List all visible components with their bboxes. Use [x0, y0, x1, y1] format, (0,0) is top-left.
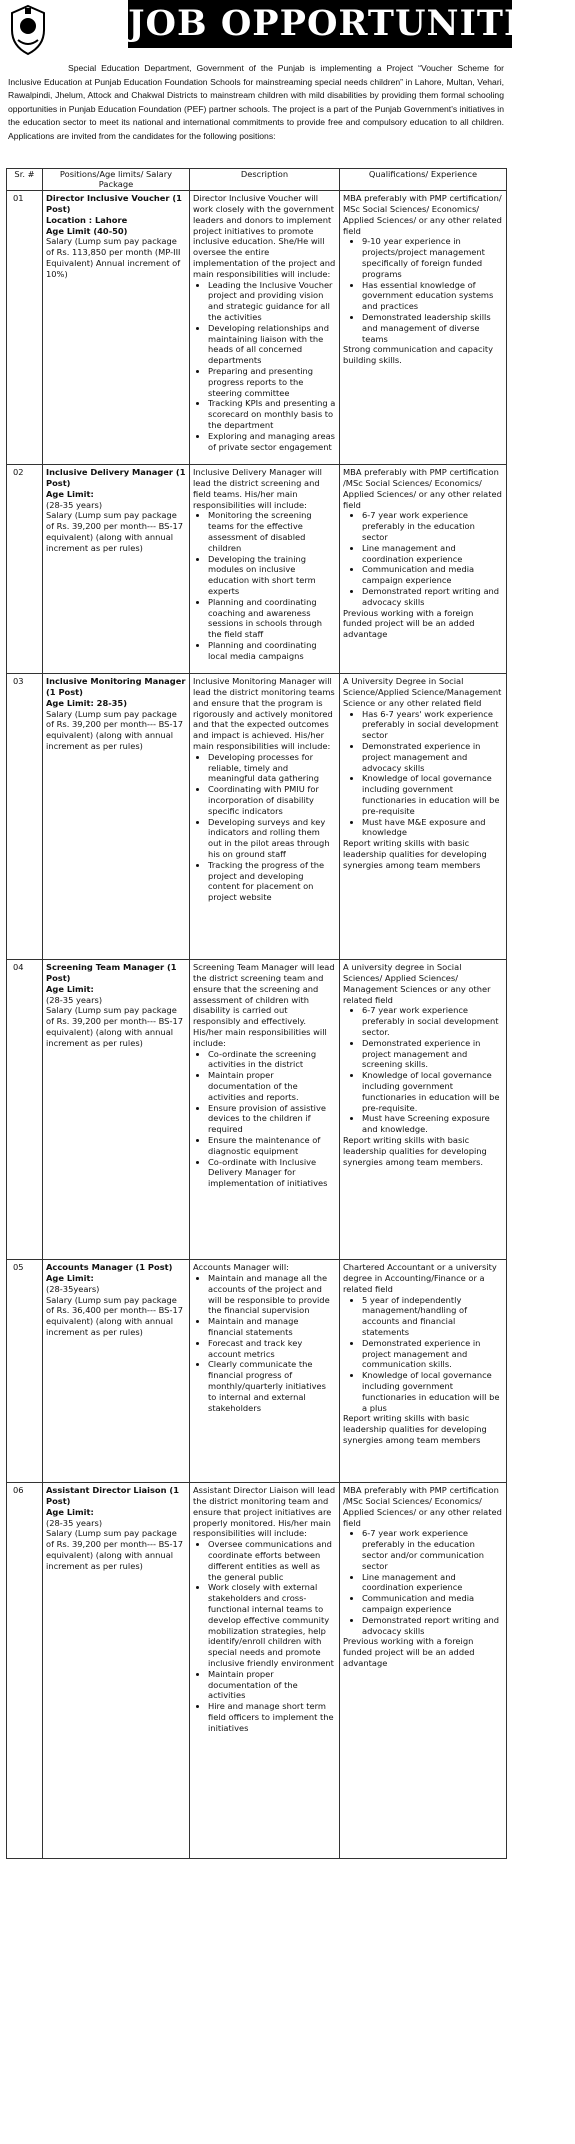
list-item: • Must have Screening exposure and knowledge. [362, 1113, 503, 1135]
experience-list [343, 709, 503, 839]
experience-list [343, 1295, 503, 1414]
position-title-line: Screening Team Manager (1 Post) [46, 962, 177, 983]
list-item: • Exploring and managing areas of private sector engagement [208, 431, 336, 453]
qualification-intro: Chartered Accountant or a university degree in Accounting/Finance or a related field [343, 1262, 497, 1294]
position-detail-line: Salary (Lump sum pay package of Rs. 113,850 per month (MP-III Equivalent) Annual increment of 10%) [46, 236, 181, 279]
table-row [7, 191, 507, 465]
description-cell [190, 1260, 340, 1483]
qualifications-cell [340, 465, 507, 674]
list-item: • Has essential knowledge of government education systems and practices [362, 280, 503, 312]
qualification-note: Report writing skills with basic leadership qualities for developing synergies among team members. [343, 1134, 487, 1167]
position-title-line: Inclusive Delivery Manager (1 Post) [46, 467, 186, 488]
description-intro: Assistant Director Liaison will lead the district monitoring team and ensure that project initiatives are properly monitored. His/her main responsibilities will include: [193, 1485, 336, 1539]
experience-list [343, 510, 503, 607]
table-row [7, 1260, 507, 1483]
qualification-intro: A University Degree in Social Science/Applied Science/Management Science or any other related field [343, 676, 502, 708]
serial-number: 04 [7, 960, 43, 1260]
position-cell [43, 191, 190, 465]
government-emblem-icon [8, 4, 48, 56]
list-item: • Line management and coordination experience [362, 1572, 503, 1594]
list-item: • Knowledge of local governance including government functionaries in education will be a plus [362, 1370, 503, 1413]
position-title-line: Age Limit: 28-35) [46, 697, 127, 708]
serial-number: 02 [7, 465, 43, 674]
responsibility-list [193, 510, 336, 661]
list-item: • 6-7 year work experience preferably in social development sector. [362, 1005, 503, 1037]
position-cell [43, 960, 190, 1260]
serial-number: 01 [7, 191, 43, 465]
qualification-note: Report writing skills with basic leadership qualities for developing synergies among team members [343, 838, 487, 870]
qualification-note: Previous working with a foreign funded project will be an added advantage [343, 607, 475, 640]
positions-table [6, 168, 507, 1859]
description-cell [190, 191, 340, 465]
qualifications-cell [340, 1483, 507, 1859]
list-item: • Hire and manage short term field officers to implement the initiatives [208, 1701, 336, 1733]
qualification-intro: MBA preferably with PMP certification /MSc Social Sciences/ Economics/ Applied Sciences/ or any other related field [343, 467, 502, 510]
position-cell [43, 674, 190, 960]
qualifications-cell [340, 191, 507, 465]
qualification-intro: A university degree in Social Sciences/ Applied Sciences/ Management Sciences or any other related field [343, 962, 491, 1005]
description-intro: Director Inclusive Voucher will work closely with the government leaders and donors to implement project initiatives to promote inclusive education. She/He will oversee the entire implementation of the project and main responsibilities will include: [193, 193, 336, 279]
qualification-note: Report writing skills with basic leadership qualities for developing synergies among team members [343, 1413, 487, 1445]
header-sr: Sr. # [7, 169, 43, 191]
position-detail-line: (28-35 years) [46, 1517, 103, 1528]
responsibility-list [193, 280, 336, 453]
list-item: • Leading the Inclusive Voucher project and providing vision and strategic guidance for all the activities [208, 280, 336, 323]
position-title-line: Age Limit: [46, 1506, 94, 1517]
list-item: • 6-7 year work experience preferably in the education sector and/or communication sector [362, 1528, 503, 1571]
list-item: • Ensure the maintenance of diagnostic equipment [208, 1135, 336, 1157]
description-cell [190, 1483, 340, 1859]
list-item: • Preparing and presenting progress reports to the steering committee [208, 366, 336, 398]
list-item: • Work closely with external stakeholders and cross-functional internal teams to develop effective community mobilization strategies, help identify/enroll children with special needs and promote inclusive friendly environment [208, 1582, 336, 1668]
list-item: • Demonstrated experience in project management and communication skills. [362, 1338, 503, 1370]
qualification-note: Strong communication and capacity building skills. [343, 344, 494, 366]
list-item: • 6-7 year work experience preferably in the education sector [362, 510, 503, 542]
qualification-note: Previous working with a foreign funded project will be an added advantage [343, 1636, 475, 1668]
list-item: • Ensure provision of assistive devices to the children if required [208, 1103, 336, 1135]
list-item: • Maintain and manage all the accounts of the project and will be responsible to provide the financial supervision [208, 1273, 336, 1316]
description-cell [190, 674, 340, 960]
list-item: • Demonstrated leadership skills and management of diverse teams [362, 312, 503, 344]
qualifications-cell [340, 960, 507, 1260]
list-item: • Must have M&E exposure and knowledge [362, 817, 503, 839]
list-item: • Knowledge of local governance including government functionaries in education will be pre-requisite. [362, 1070, 503, 1113]
table-header-row [7, 169, 507, 191]
list-item: • Oversee communications and coordinate efforts between different entities as well as the general public [208, 1539, 336, 1582]
description-cell [190, 960, 340, 1260]
position-title-line: Director Inclusive Voucher (1 Post) [46, 193, 182, 214]
position-title-line: Age Limit: [46, 1272, 94, 1283]
header-qualifications: Qualifications/ Experience [340, 169, 507, 191]
position-detail-line: (28-35 years) [46, 499, 103, 510]
list-item: • Monitoring the screening teams for the effective assessment of disabled children [208, 510, 336, 553]
position-cell [43, 465, 190, 674]
list-item: • Developing relationships and maintaining liaison with the heads of all concerned departments [208, 323, 336, 366]
position-title-line: Assistant Director Liaison (1 Post) [46, 1485, 179, 1506]
list-item: • Line management and coordination experience [362, 543, 503, 565]
table-row [7, 465, 507, 674]
list-item: • Planning and coordinating coaching and awareness sessions in schools through the field staff [208, 597, 336, 640]
list-item: • Demonstrated report writing and advocacy skills [362, 1615, 503, 1637]
position-detail-line: (28-35years) [46, 1283, 100, 1294]
list-item: • Developing the training modules on inclusive education with short term experts [208, 554, 336, 597]
list-item: • Tracking KPIs and presenting a scorecard on monthly basis to the department [208, 398, 336, 430]
description-intro: Screening Team Manager will lead the district screening team and ensure that the screening and assessment of children with disability is carried out responsibly and effectively. His/her main responsibilities will include: [193, 962, 335, 1048]
serial-number: 03 [7, 674, 43, 960]
list-item: • Communication and media campaign experience [362, 1593, 503, 1615]
position-cell [43, 1483, 190, 1859]
list-item: • Co-ordinate the screening activities in the district [208, 1049, 336, 1071]
list-item: • 5 year of independently management/handling of accounts and financial statements [362, 1295, 503, 1338]
position-detail-line: Salary (Lump sum pay package of Rs. 39,200 per month--- BS-17 equivalent) (along with annual increment as per rules) [46, 510, 183, 553]
position-title-line: Inclusive Monitoring Manager (1 Post) [46, 676, 186, 697]
position-title-line: Age Limit (40-50) [46, 225, 128, 236]
qualification-intro: MBA preferably with PMP certification/ MSc Social Sciences/ Economics/ Applied Sciences/ or any other related field [343, 193, 502, 236]
header-description: Description [190, 169, 340, 191]
qualification-intro: MBA preferably with PMP certification /MSc Social Sciences/ Economics/ Applied Sciences/ or any other related field [343, 1485, 502, 1528]
position-detail-line: (28-35 years) [46, 994, 103, 1005]
intro-paragraph: Special Education Department, Government of the Punjab is implementing a Project “Voucher Scheme for Inclusive Education at Punjab Education Foundation Schools for mainstreaming special needs children” in Lahore, Multan, Vehari, Rawalpindi, Jhelum, Attock and Chakwal Districts to mainstream children with mild disabilities by providing them formal schooling opportunities in Punjab Education Foundation (PEF) partner schools. The project is a part of the Punjab Government's initiatives in the education sector to meet its national and international commitments to provide free and compulsory education to all children. Applications are invited from the candidates for the following positions: [8, 63, 504, 141]
list-item: • Demonstrated experience in project management and advocacy skills [362, 741, 503, 773]
qualifications-cell [340, 1260, 507, 1483]
position-cell [43, 1260, 190, 1483]
serial-number: 05 [7, 1260, 43, 1483]
table-row [7, 960, 507, 1260]
position-title-line: Location : Lahore [46, 214, 128, 225]
list-item: • Developing surveys and key indicators and rolling them out in the pilot areas through his on ground staff [208, 817, 336, 860]
list-item: • Maintain proper documentation of the activities [208, 1669, 336, 1701]
experience-list [343, 1528, 503, 1636]
responsibility-list [193, 1049, 336, 1189]
position-title-line: Accounts Manager (1 Post) [46, 1262, 173, 1273]
position-detail-line: Salary (Lump sum pay package of Rs. 39,200 per month--- BS-17 equivalent) (along with annual increment as per rules) [46, 1528, 183, 1571]
page-title: JOB OPPORTUNITIES [128, 3, 575, 44]
list-item: • Has 6-7 years' work experience preferably in social development sector [362, 709, 503, 741]
table-row [7, 1483, 507, 1859]
experience-list [343, 1005, 503, 1135]
list-item: • 9-10 year experience in projects/project management specifically of foreign funded programs [362, 236, 503, 279]
list-item: • Developing processes for reliable, timely and meaningful data gathering [208, 752, 336, 784]
serial-number: 06 [7, 1483, 43, 1859]
description-intro: Accounts Manager will: [193, 1262, 289, 1273]
description-intro: Inclusive Monitoring Manager will lead the district monitoring teams and ensure that the program is rigorously and actively monitored and that the expected outcomes and impact is achieved. His/her main responsibilities will include: [193, 676, 335, 751]
position-detail-line: Salary (Lump sum pay package of Rs. 39,200 per month--- BS-17 equivalent) (along with annual increment as per rules) [46, 708, 183, 751]
header-position: Positions/Age limits/ Salary Package [43, 169, 190, 191]
list-item: • Tracking the progress of the project and developing content for placement on project website [208, 860, 336, 903]
table-row [7, 674, 507, 960]
qualifications-cell [340, 674, 507, 960]
position-detail-line: Salary (Lump sum pay package of Rs. 36,400 per month--- BS-17 equivalent) (along with annual increment as per rules) [46, 1294, 183, 1337]
list-item: • Coordinating with PMIU for incorporation of disability specific indicators [208, 784, 336, 816]
list-item: • Clearly communicate the financial progress of monthly/quarterly initiatives to internal and external stakeholders [208, 1359, 336, 1413]
position-detail-line: Salary (Lump sum pay package of Rs. 39,200 per month--- BS-17 equivalent) (along with annual increment as per rules) [46, 1005, 183, 1048]
ad-header [0, 0, 575, 62]
responsibility-list [193, 1273, 336, 1413]
responsibility-list [193, 1539, 336, 1733]
experience-list [343, 236, 503, 344]
list-item: • Maintain proper documentation of the activities and reports. [208, 1070, 336, 1102]
list-item: • Demonstrated report writing and advocacy skills [362, 586, 503, 608]
description-intro: Inclusive Delivery Manager will lead the district screening and field teams. His/her main responsibilities will include: [193, 467, 322, 510]
list-item: • Demonstrated experience in project management and screening skills. [362, 1038, 503, 1070]
responsibility-list [193, 752, 336, 903]
list-item: • Maintain and manage financial statements [208, 1316, 336, 1338]
list-item: • Planning and coordinating local media campaigns [208, 640, 336, 662]
list-item: • Communication and media campaign experience [362, 564, 503, 586]
list-item: • Forecast and track key account metrics [208, 1338, 336, 1360]
position-title-line: Age Limit: [46, 488, 94, 499]
position-title-line: Age Limit: [46, 983, 94, 994]
list-item: • Co-ordinate with Inclusive Delivery Manager for implementation of initiatives [208, 1157, 336, 1189]
description-cell [190, 465, 340, 674]
list-item: • Knowledge of local governance including government functionaries in education will be pre-requisite [362, 773, 503, 816]
